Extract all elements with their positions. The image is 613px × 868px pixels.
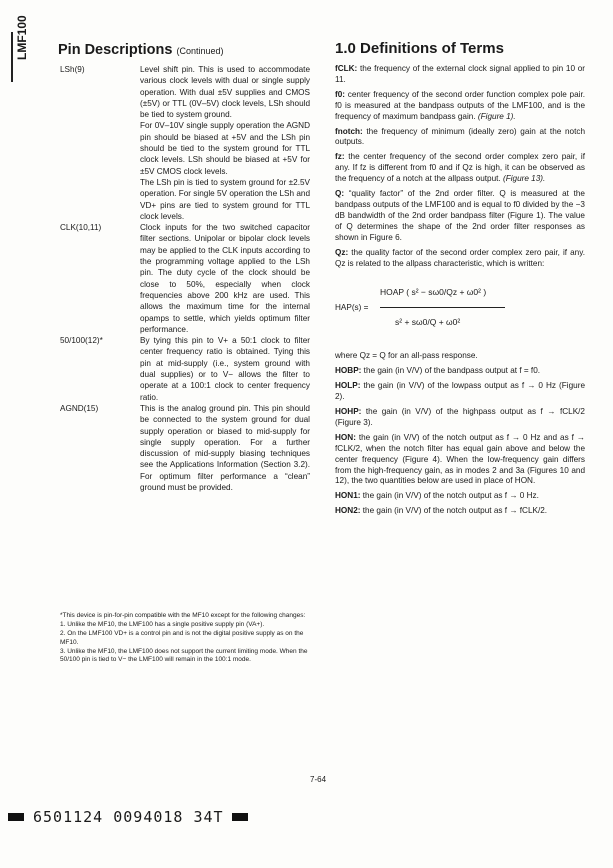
pin-name: LSh(9) <box>60 65 85 74</box>
after-equation: where Qz = Q for an all-pass response. <box>335 351 478 361</box>
footnote: *This device is pin-for-pin compatible with the MF10 except for the following changes: <box>60 612 306 619</box>
definition-text: the frequency of minimum (ideally zero) gain at the notch outputs. <box>335 126 585 147</box>
heading-text: Pin Descriptions <box>58 42 173 58</box>
definition <box>335 152 585 185</box>
definition <box>335 248 585 270</box>
figure-ref: (Figure 13). <box>502 174 546 184</box>
gain-text: the gain (in V/V) of the highpass output as f → fCLK/2 (Figure 3). <box>335 407 585 427</box>
definition-term: fz: <box>335 152 345 162</box>
gain-text: the gain (in V/V) of the notch output as f → fCLK/2. <box>360 506 548 516</box>
gain-term: HOLP: <box>335 381 361 391</box>
side-product-label: LMF100 <box>15 15 29 60</box>
definition-text: the center frequency of the second order complex zero pair, if any. If fz is different from f0 and if Qz is high, it can be observed as the frequency of a notch at the allpass output. <box>335 152 585 184</box>
pin-paragraph: Level shift pin. This is used to accommodate various clock levels with dual or single supply operation. With dual ±5V supplies and CMOS (±5V) or TTL (0V–5V) clock levels, LSh should be tied to system ground. <box>140 65 310 120</box>
gain-term: HOBP: <box>335 366 362 376</box>
equation-numerator: HOAP ( s² − sω0/Qz + ω0² ) <box>380 287 487 298</box>
footnote: 2. On the LMF100 VD+ is a control pin and is not the digital positive supply as on the MF10. <box>60 630 304 646</box>
gain-definition <box>335 491 585 502</box>
pin-name: 50/100(12)* <box>60 336 103 346</box>
definition <box>335 64 585 86</box>
gain-term: HON: <box>335 432 356 442</box>
barcode-block-right <box>232 813 248 821</box>
pin-name: CLK(10,11) <box>60 223 102 233</box>
figure-ref: (Figure 1). <box>477 111 516 121</box>
gain-term: HON1: <box>335 491 361 501</box>
footnotes <box>60 612 315 665</box>
definition-term: f0: <box>335 89 346 99</box>
pin-description <box>140 335 310 403</box>
gain-text: the gain (in V/V) of the lowpass output as f → 0 Hz (Figure 2). <box>335 381 585 402</box>
definition-term: Q: <box>335 189 345 199</box>
pin-row <box>60 403 310 493</box>
footnote: 1. Unlike the MF10, the LMF100 has a single positive supply pin (VA+). <box>60 621 265 629</box>
gain-text: the gain (in V/V) of the notch output as f → 0 Hz and as f → fCLK/2, when the notch filter has equal gain above and below the center frequency (Figure 4). When the low-frequency gain differs from the high-frequency gain, as in modes 2 and 3a (Figures 10 and 12), the two quantities below are used in place of HON. <box>335 432 585 486</box>
footnote: 3. Unlike the MF10, the LMF100 does not support the current limiting mode. When the 50/100 pin is tied to V− the LMF100 will remain in the 100:1 mode. <box>60 647 308 664</box>
gain-definition <box>335 366 585 377</box>
heading-suffix: (Continued) <box>176 46 224 56</box>
pin-description <box>140 403 310 493</box>
definition-term: Qz: <box>335 247 349 257</box>
definition-term: fCLK: <box>335 64 358 73</box>
definition-text: center frequency of the second order function complex pole pair. f0 is measured at the bandpass outputs of the LMF100, and is the frequency of maximum bandpass gain. <box>335 89 585 121</box>
pin-paragraph: The LSh pin is tied to system ground for ±2.5V operation. For single 5V operation the LSh and VD+ pins are tied to system ground for TTL clock levels. <box>140 177 310 221</box>
gain-definition <box>335 381 585 403</box>
equation-denominator: s² + sω0/Q + ω0² <box>395 317 461 328</box>
pin-descriptions-heading <box>58 42 223 58</box>
definition-term: fnotch: <box>335 126 363 136</box>
pin-name: AGND(15) <box>60 403 99 413</box>
pin-paragraph: This is the analog ground pin. This pin should be connected to the system ground for dual supply operation or biased to mid-supply for single supply operation. For a further discussion of mid-supply biasing techniques see the Applications Information (Section 3.2). For optimum filter performance a “clean” ground must be provided. <box>140 403 310 492</box>
gain-term: HOHP: <box>335 407 362 417</box>
gain-definition <box>335 407 585 429</box>
pin-paragraph: By tying this pin to V+ a 50:1 clock to filter center frequency ratio is obtained. Tying this pin at mid-supply (i.e., system ground with dual supplies) or to V− allows the filter to operate at a 100:1 clock to center frequency ratio. <box>140 336 310 402</box>
pin-row <box>60 222 310 335</box>
side-bar <box>11 32 13 82</box>
page-number: 7-64 <box>310 775 327 784</box>
pin-paragraph: For 0V–10V single supply operation the AGND pin should be biased at +5V and the LSh pin should be tied to the system ground for TTL clock levels. LSh should be biased at +5V for ±5V CMOS clock levels. <box>140 121 310 176</box>
definition <box>335 189 585 244</box>
equation-lhs: HAP(s) = <box>335 303 369 313</box>
pin-table <box>60 64 310 493</box>
pin-description <box>140 64 310 222</box>
gain-term: HON2: <box>335 506 361 516</box>
definition-text: the frequency of the external clock signal applied to pin 10 or 11. <box>335 64 585 84</box>
pin-row <box>60 335 310 403</box>
allpass-equation <box>335 275 585 345</box>
pin-paragraph: Clock inputs for the two switched capacitor filter sections. Unipolar or bipolar clock levels may be applied to the CLK inputs according to the programming voltage applied to the LSh pin. The duty cycle of the clock should be close to 50%, especially when clock frequencies above 200 kHz are used. This allows the maximum time for the internal opamps to settle, which yields optimum filter performance. <box>140 223 310 334</box>
pin-description <box>140 222 310 335</box>
pin-row <box>60 64 310 222</box>
gain-text: the gain (in V/V) of the bandpass output at f = f0. <box>361 366 541 376</box>
definition-text: “quality factor” of the 2nd order filter. Q is measured at the bandpass outputs of the LMF100 and is equal to f0 divided by the −3 dB bandwidth of the 2nd order bandpass filter (Figure 1). The value of Q determines the shape of the 2nd order filter responses as shown in Figure 6. <box>335 189 585 242</box>
barcode-block-left <box>8 813 24 821</box>
fraction-bar <box>380 307 505 308</box>
definitions-heading: 1.0 Definitions of Terms <box>335 40 504 57</box>
definition-text: the quality factor of the second order complex zero pair, if any. Qz is related to the allpass characteristic, which is written: <box>335 247 585 268</box>
gain-definition <box>335 433 585 488</box>
definitions <box>335 64 585 521</box>
definition <box>335 127 585 149</box>
gain-definition <box>335 506 585 517</box>
gain-text: the gain (in V/V) of the notch output as f → 0 Hz. <box>360 491 539 501</box>
definition <box>335 90 585 123</box>
barcode-text: 6501124 0094018 34T <box>33 808 224 826</box>
